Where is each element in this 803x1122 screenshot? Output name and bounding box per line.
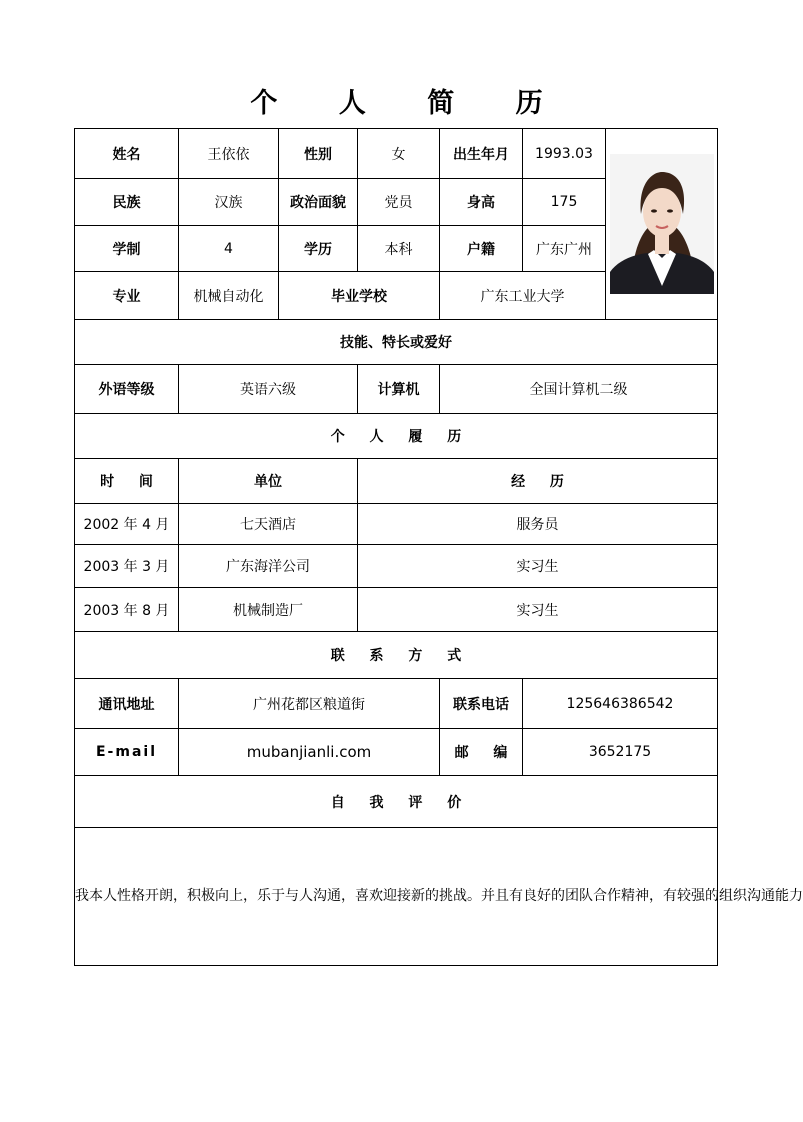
computer-label: 计算机 xyxy=(358,365,440,414)
language-label: 外语等级 xyxy=(75,365,179,414)
contact-section-title: 联 系 方 式 xyxy=(75,632,718,679)
schooling-label: 学制 xyxy=(75,226,179,272)
history-header-unit: 单位 xyxy=(179,459,358,504)
postcode-label: 邮 编 xyxy=(440,729,523,776)
hukou-value: 广东广州 xyxy=(523,226,606,272)
schooling-value: 4 xyxy=(179,226,279,272)
history-time: 2002 年 4 月 xyxy=(75,504,179,545)
name-value: 王依依 xyxy=(179,129,279,179)
hukou-label: 户籍 xyxy=(440,226,523,272)
history-time: 2003 年 3 月 xyxy=(75,545,179,588)
language-value: 英语六级 xyxy=(179,365,358,414)
history-unit: 七天酒店 xyxy=(179,504,358,545)
height-label: 身高 xyxy=(440,179,523,226)
name-label: 姓名 xyxy=(75,129,179,179)
postcode-value: 3652175 xyxy=(523,729,718,776)
history-experience: 实习生 xyxy=(358,588,718,632)
evaluation-text: 我本人性格开朗，积极向上，乐于与人沟通，喜欢迎接新的挑战。并且有良好的团队合作精神，有较强的组织沟通能力 xyxy=(75,828,718,966)
skills-section-title: 技能、特长或爱好 xyxy=(75,320,718,365)
address-label: 通讯地址 xyxy=(75,679,179,729)
table-row xyxy=(75,545,718,588)
portrait-image xyxy=(610,154,714,294)
height-value: 175 xyxy=(523,179,606,226)
gender-label: 性别 xyxy=(279,129,358,179)
phone-value: 125646386542 xyxy=(523,679,718,729)
ethnicity-value: 汉族 xyxy=(179,179,279,226)
major-label: 专业 xyxy=(75,272,179,320)
history-experience: 实习生 xyxy=(358,545,718,588)
school-value: 广东工业大学 xyxy=(440,272,606,320)
table-row xyxy=(75,588,718,632)
computer-value: 全国计算机二级 xyxy=(440,365,718,414)
birth-value: 1993.03 xyxy=(523,129,606,179)
photo-cell xyxy=(606,129,718,320)
school-label: 毕业学校 xyxy=(279,272,440,320)
profile-photo xyxy=(610,154,714,294)
history-section-title: 个 人 履 历 xyxy=(75,414,718,459)
history-time: 2003 年 8 月 xyxy=(75,588,179,632)
resume-title: 个 人 简 历 xyxy=(250,88,569,119)
gender-value: 女 xyxy=(358,129,440,179)
history-unit: 广东海洋公司 xyxy=(179,545,358,588)
phone-label: 联系电话 xyxy=(440,679,523,729)
major-value: 机械自动化 xyxy=(179,272,279,320)
evaluation-section-title: 自 我 评 价 xyxy=(75,776,718,828)
table-row xyxy=(75,504,718,545)
education-value: 本科 xyxy=(358,226,440,272)
education-label: 学历 xyxy=(279,226,358,272)
history-header-time: 时 间 xyxy=(75,459,179,504)
address-value: 广州花都区粮道街 xyxy=(179,679,440,729)
resume-table xyxy=(74,128,803,966)
history-experience: 服务员 xyxy=(358,504,718,545)
political-label: 政治面貌 xyxy=(279,179,358,226)
birth-label: 出生年月 xyxy=(440,129,523,179)
history-unit: 机械制造厂 xyxy=(179,588,358,632)
political-value: 党员 xyxy=(358,179,440,226)
ethnicity-label: 民族 xyxy=(75,179,179,226)
email-value: mubanjianli.com xyxy=(179,729,440,776)
history-header-experience: 经 历 xyxy=(358,459,718,504)
email-label: E-mail xyxy=(75,729,179,776)
